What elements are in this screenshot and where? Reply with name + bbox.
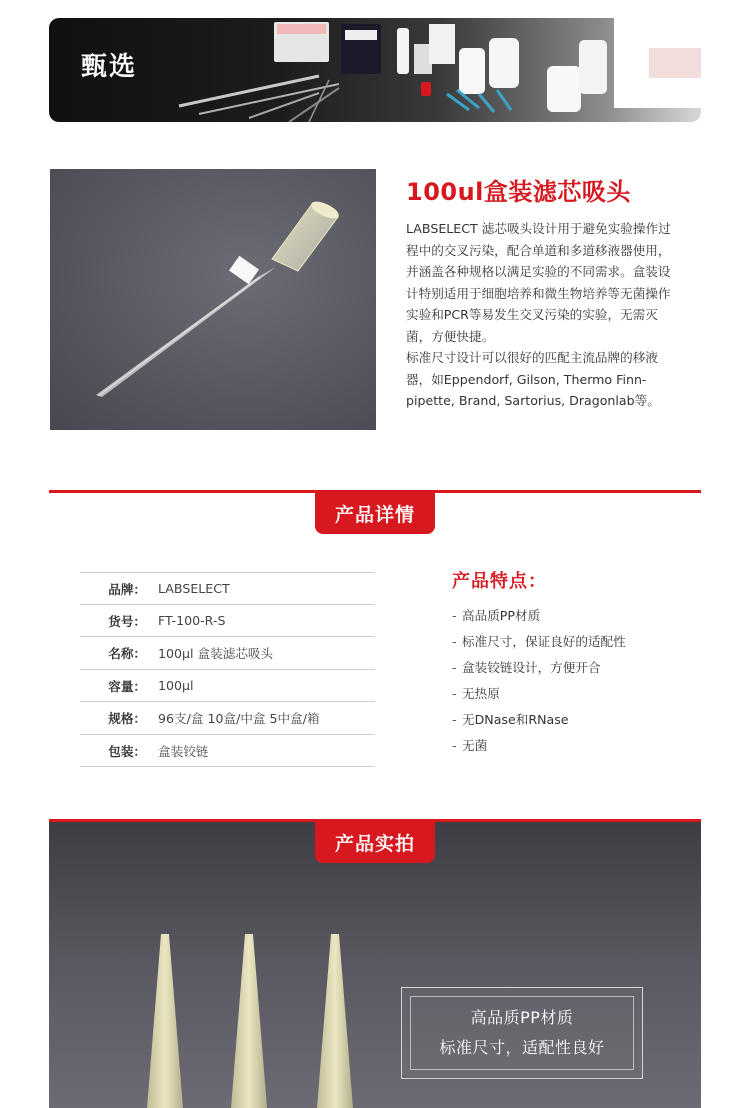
product-description-paragraph-1: LABSELECT 滤芯吸头设计用于避免实验操作过程中的交叉污染，配合单道和多道移液器使用，并涵盖各种规格以满足实验的不同需求。盒装设计特别适用于细胞培养和微生物培养等无菌操作实验和PCR等易发生交叉污染的实验，无需灭菌，方便快捷。 (406, 221, 671, 344)
pipette-tip-illustration (50, 169, 376, 430)
dash-icon: - (452, 686, 457, 701)
overlay-line-2: 标准尺寸，适配性良好 (439, 1038, 605, 1057)
feature-text: 无菌 (462, 738, 488, 753)
dash-icon: - (452, 634, 457, 649)
spec-label: 规格： (108, 711, 146, 727)
feature-item (452, 603, 626, 629)
banner-logo: 甄选 (81, 52, 138, 82)
feature-text: 盒装铰链设计，方便开合 (462, 660, 601, 675)
product-description-paragraph-2: 标准尺寸设计可以很好的匹配主流品牌的移液器，如Eppendorf, Gilson, Thermo Finn-pipette, Brand, Sartorius, Dragonlab等。 (406, 350, 660, 408)
dash-icon: - (452, 712, 457, 727)
spec-label: 包装： (108, 743, 146, 759)
feature-item (452, 681, 626, 707)
dash-icon: - (452, 608, 457, 623)
feature-text: 标准尺寸，保证良好的适配性 (462, 634, 626, 649)
spec-value: FT-100-R-S (158, 612, 226, 628)
spec-row-specification (80, 702, 375, 735)
spec-value: 盒装铰链 (158, 743, 209, 759)
spec-value: 100μl 盒装滤芯吸头 (158, 646, 274, 662)
feature-text: 高品质PP材质 (462, 608, 541, 623)
spec-value: 100μl (158, 677, 194, 693)
spec-row-brand (80, 572, 375, 605)
feature-item (452, 655, 626, 681)
top-banner (49, 18, 701, 122)
spec-label: 容量： (108, 678, 146, 694)
feature-item (452, 733, 626, 759)
overlay-line-1: 高品质PP材质 (470, 1008, 574, 1027)
feature-item (452, 707, 626, 733)
features-title: 产品特点： (452, 571, 547, 592)
banner-product-illustration (49, 18, 701, 122)
product-title: 100ul盒装滤芯吸头 (406, 178, 631, 206)
spec-table (80, 572, 375, 767)
section-title-photos: 产品实拍 (315, 821, 435, 863)
section-title-details: 产品详情 (315, 492, 435, 534)
product-description (406, 218, 674, 412)
product-photo (50, 169, 376, 430)
features-list (452, 603, 626, 759)
spec-value: 96支/盒 10盒/中盒 5中盒/箱 (158, 711, 320, 727)
overlay-frame-inner (410, 996, 634, 1070)
dash-icon: - (452, 738, 457, 753)
spec-row-name (80, 637, 375, 670)
spec-row-sku (80, 605, 375, 638)
spec-value: LABSELECT (158, 580, 230, 596)
spec-label: 货号： (108, 613, 146, 629)
dash-icon: - (452, 660, 457, 675)
feature-item (452, 629, 626, 655)
spec-label: 名称： (108, 646, 146, 662)
spec-row-packaging (80, 735, 375, 768)
spec-label: 品牌： (108, 581, 146, 597)
spec-row-capacity (80, 670, 375, 703)
feature-text: 无DNase和RNase (462, 712, 569, 727)
feature-text: 无热原 (462, 686, 500, 701)
